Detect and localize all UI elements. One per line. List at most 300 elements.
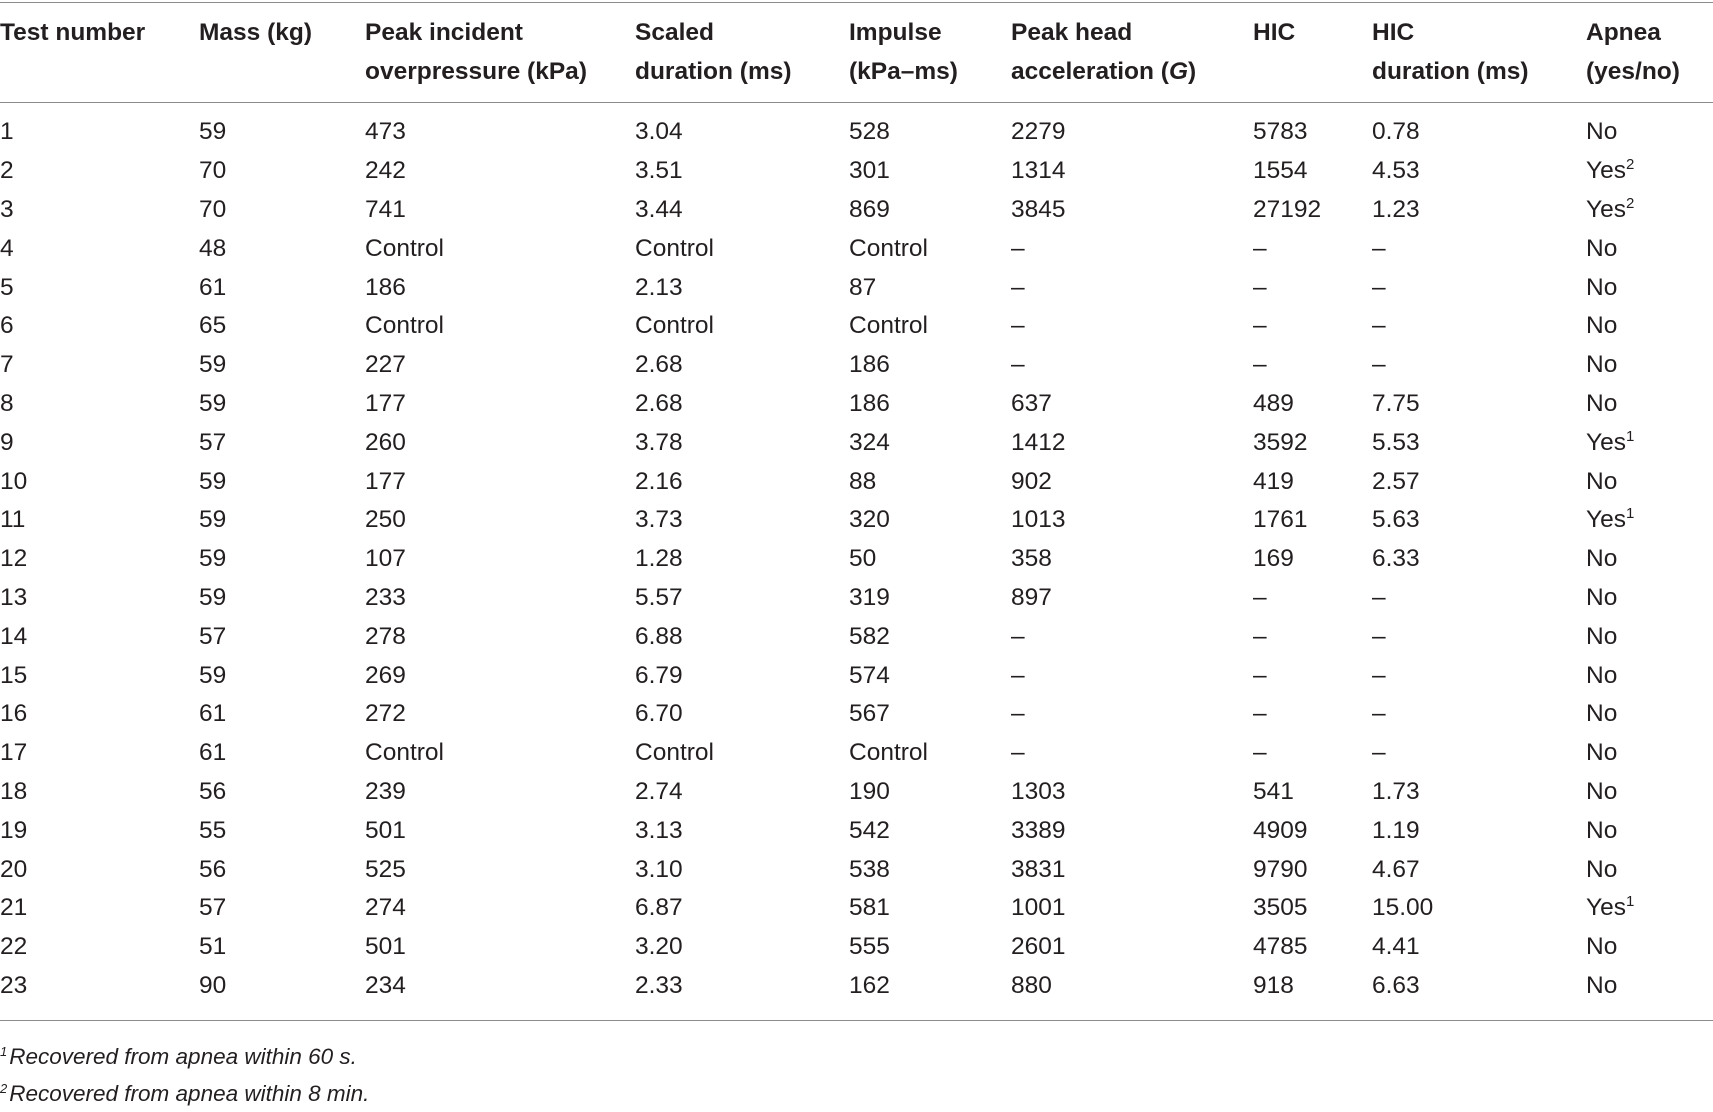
table-row xyxy=(0,423,1713,462)
cell-value: 6.79 xyxy=(635,661,683,689)
cell-value: 6.88 xyxy=(635,622,683,650)
cell-value: 7.75 xyxy=(1372,389,1420,417)
cell-value: 56 xyxy=(199,855,227,883)
cell-impulse xyxy=(849,268,1011,307)
cell-value: – xyxy=(1011,273,1025,301)
header-line-2: overpressure (kPa) xyxy=(365,58,587,85)
table-row xyxy=(0,152,1713,191)
cell-value: Control xyxy=(635,234,714,262)
cell-value: – xyxy=(1253,739,1267,767)
cell-hic-duration xyxy=(1372,889,1586,928)
cell-value: 70 xyxy=(199,157,227,185)
cell-scaled-duration xyxy=(635,656,849,695)
cell-value: 16 xyxy=(0,700,28,728)
cell-value: – xyxy=(1253,273,1267,301)
cell-value: – xyxy=(1011,234,1025,262)
cell-scaled-duration xyxy=(635,501,849,540)
cell-hic xyxy=(1253,346,1372,385)
cell-value: 50 xyxy=(849,545,877,573)
cell-mass xyxy=(199,811,365,850)
cell-peak-overpressure xyxy=(365,501,635,540)
cell-scaled-duration xyxy=(635,152,849,191)
cell-value: Control xyxy=(365,739,444,767)
cell-apnea xyxy=(1586,617,1713,656)
cell-hic xyxy=(1253,191,1372,230)
cell-test-number xyxy=(0,307,199,346)
cell-value: 48 xyxy=(199,234,227,262)
cell-value: – xyxy=(1011,739,1025,767)
cell-test-number xyxy=(0,967,199,1006)
cell-value: 3 xyxy=(0,195,14,223)
cell-hic xyxy=(1253,734,1372,773)
column-header-peak-overpressure xyxy=(365,0,635,103)
cell-peak-overpressure xyxy=(365,695,635,734)
cell-value: 59 xyxy=(199,389,227,417)
cell-mass xyxy=(199,191,365,230)
cell-peak-head-acceleration xyxy=(1011,579,1253,618)
cell-value: 2.33 xyxy=(635,971,683,999)
cell-impulse xyxy=(849,229,1011,268)
cell-scaled-duration xyxy=(635,540,849,579)
cell-apnea xyxy=(1586,928,1713,967)
footnote-mark: 2 xyxy=(0,1081,8,1096)
column-header-scaled-duration xyxy=(635,0,849,103)
table-row xyxy=(0,967,1713,1006)
cell-impulse xyxy=(849,928,1011,967)
cell-value: 8 xyxy=(0,389,14,417)
cell-value: 2601 xyxy=(1011,933,1066,961)
cell-apnea xyxy=(1586,501,1713,540)
cell-impulse xyxy=(849,501,1011,540)
cell-value: 4909 xyxy=(1253,816,1308,844)
header-line-1: Impulse xyxy=(849,19,942,46)
cell-hic-duration xyxy=(1372,152,1586,191)
cell-impulse xyxy=(849,103,1011,152)
cell-value: – xyxy=(1372,583,1386,611)
cell-scaled-duration xyxy=(635,850,849,889)
cell-hic-duration xyxy=(1372,268,1586,307)
cell-value: 59 xyxy=(199,351,227,379)
cell-peak-head-acceleration xyxy=(1011,191,1253,230)
table-row xyxy=(0,579,1713,618)
cell-hic-duration xyxy=(1372,850,1586,889)
table-bottom-rule xyxy=(0,1020,1713,1021)
cell-value: 1303 xyxy=(1011,777,1066,805)
cell-value: Control xyxy=(849,739,928,767)
cell-value: – xyxy=(1253,351,1267,379)
cell-mass xyxy=(199,734,365,773)
footnote-text: Recovered from apnea within 60 s. xyxy=(9,1044,357,1069)
cell-value: 7 xyxy=(0,351,14,379)
cell-peak-overpressure xyxy=(365,191,635,230)
cell-test-number xyxy=(0,617,199,656)
table-row xyxy=(0,462,1713,501)
cell-value: 6.33 xyxy=(1372,545,1420,573)
cell-value: 88 xyxy=(849,467,877,495)
cell-hic-duration xyxy=(1372,773,1586,812)
cell-value: Yes xyxy=(1586,428,1626,456)
footnote-ref: 1 xyxy=(1625,893,1635,911)
cell-value: 227 xyxy=(365,351,406,379)
footnotes xyxy=(0,1038,369,1112)
cell-apnea xyxy=(1586,656,1713,695)
cell-mass xyxy=(199,152,365,191)
cell-peak-head-acceleration xyxy=(1011,423,1253,462)
cell-hic-duration xyxy=(1372,307,1586,346)
cell-value: 525 xyxy=(365,855,406,883)
cell-mass xyxy=(199,889,365,928)
cell-peak-head-acceleration xyxy=(1011,152,1253,191)
cell-value: – xyxy=(1372,234,1386,262)
cell-value: Yes xyxy=(1586,894,1626,922)
cell-mass xyxy=(199,307,365,346)
cell-impulse xyxy=(849,850,1011,889)
cell-value: 90 xyxy=(199,971,227,999)
table-header-rule xyxy=(0,102,1713,103)
cell-value: Control xyxy=(635,739,714,767)
cell-value: 1.23 xyxy=(1372,195,1420,223)
cell-value: No xyxy=(1586,661,1618,689)
cell-value: 319 xyxy=(849,583,890,611)
cell-impulse xyxy=(849,540,1011,579)
cell-value: 15.00 xyxy=(1372,894,1434,922)
cell-scaled-duration xyxy=(635,734,849,773)
cell-impulse xyxy=(849,307,1011,346)
cell-value: 581 xyxy=(849,894,890,922)
cell-apnea xyxy=(1586,579,1713,618)
cell-value: 2.74 xyxy=(635,777,683,805)
cell-scaled-duration xyxy=(635,889,849,928)
cell-impulse xyxy=(849,734,1011,773)
cell-value: 13 xyxy=(0,583,28,611)
cell-value: 6.87 xyxy=(635,894,683,922)
cell-apnea xyxy=(1586,462,1713,501)
cell-value: – xyxy=(1253,700,1267,728)
cell-value: 278 xyxy=(365,622,406,650)
cell-value: – xyxy=(1372,739,1386,767)
cell-value: 57 xyxy=(199,428,227,456)
footnote-mark: 1 xyxy=(0,1044,8,1059)
cell-hic xyxy=(1253,617,1372,656)
cell-hic xyxy=(1253,928,1372,967)
cell-value: 3845 xyxy=(1011,195,1066,223)
cell-hic xyxy=(1253,695,1372,734)
cell-hic xyxy=(1253,579,1372,618)
table-row xyxy=(0,501,1713,540)
cell-impulse xyxy=(849,811,1011,850)
cell-value: 269 xyxy=(365,661,406,689)
cell-value: 3.10 xyxy=(635,855,683,883)
cell-hic-duration xyxy=(1372,462,1586,501)
cell-value: 70 xyxy=(199,195,227,223)
cell-test-number xyxy=(0,540,199,579)
cell-hic xyxy=(1253,268,1372,307)
cell-value: 233 xyxy=(365,583,406,611)
cell-value: – xyxy=(1372,622,1386,650)
cell-mass xyxy=(199,423,365,462)
cell-value: 61 xyxy=(199,273,227,301)
cell-test-number xyxy=(0,346,199,385)
cell-mass xyxy=(199,967,365,1006)
header-line-1: Apnea xyxy=(1586,19,1661,46)
cell-value: 186 xyxy=(849,389,890,417)
table-top-rule xyxy=(0,2,1713,3)
cell-mass xyxy=(199,656,365,695)
cell-apnea xyxy=(1586,811,1713,850)
cell-peak-overpressure xyxy=(365,579,635,618)
cell-value: – xyxy=(1253,234,1267,262)
cell-hic xyxy=(1253,385,1372,424)
cell-value: 190 xyxy=(849,777,890,805)
cell-mass xyxy=(199,928,365,967)
cell-value: 1013 xyxy=(1011,506,1066,534)
cell-value: 162 xyxy=(849,971,890,999)
cell-value: 4785 xyxy=(1253,933,1308,961)
cell-test-number xyxy=(0,850,199,889)
cell-value: 9790 xyxy=(1253,855,1308,883)
cell-value: No xyxy=(1586,777,1618,805)
cell-value: 56 xyxy=(199,777,227,805)
cell-value: No xyxy=(1586,933,1618,961)
cell-value: No xyxy=(1586,855,1618,883)
cell-impulse xyxy=(849,462,1011,501)
cell-value: No xyxy=(1586,739,1618,767)
cell-test-number xyxy=(0,462,199,501)
table-row xyxy=(0,734,1713,773)
cell-mass xyxy=(199,540,365,579)
cell-value: 59 xyxy=(199,467,227,495)
cell-impulse xyxy=(849,579,1011,618)
cell-value: 61 xyxy=(199,739,227,767)
cell-value: – xyxy=(1372,273,1386,301)
cell-value: 501 xyxy=(365,933,406,961)
cell-scaled-duration xyxy=(635,307,849,346)
cell-hic-duration xyxy=(1372,734,1586,773)
cell-value: 6.70 xyxy=(635,700,683,728)
cell-hic xyxy=(1253,889,1372,928)
cell-value: 4.67 xyxy=(1372,855,1420,883)
cell-impulse xyxy=(849,656,1011,695)
cell-value: 20 xyxy=(0,855,28,883)
table-row xyxy=(0,268,1713,307)
table-row xyxy=(0,307,1713,346)
cell-peak-head-acceleration xyxy=(1011,346,1253,385)
cell-value: 1761 xyxy=(1253,506,1308,534)
cell-test-number xyxy=(0,656,199,695)
cell-hic xyxy=(1253,967,1372,1006)
cell-value: 242 xyxy=(365,157,406,185)
cell-peak-head-acceleration xyxy=(1011,773,1253,812)
column-header-hic xyxy=(1253,0,1372,103)
cell-value: 51 xyxy=(199,933,227,961)
cell-value: 3.20 xyxy=(635,933,683,961)
cell-hic-duration xyxy=(1372,501,1586,540)
footnote-ref: 2 xyxy=(1625,194,1635,212)
cell-value: 555 xyxy=(849,933,890,961)
cell-hic xyxy=(1253,501,1372,540)
cell-mass xyxy=(199,346,365,385)
cell-value: 2 xyxy=(0,157,14,185)
cell-peak-overpressure xyxy=(365,540,635,579)
cell-peak-head-acceleration xyxy=(1011,307,1253,346)
cell-value: 6.63 xyxy=(1372,971,1420,999)
cell-value: 57 xyxy=(199,894,227,922)
cell-impulse xyxy=(849,967,1011,1006)
header-line-2: duration (ms) xyxy=(1372,58,1529,85)
cell-value: Yes xyxy=(1586,157,1626,185)
cell-hic-duration xyxy=(1372,617,1586,656)
column-header-mass xyxy=(199,0,365,103)
cell-impulse xyxy=(849,191,1011,230)
cell-value: 234 xyxy=(365,971,406,999)
cell-scaled-duration xyxy=(635,811,849,850)
cell-impulse xyxy=(849,695,1011,734)
cell-value: 3389 xyxy=(1011,816,1066,844)
cell-value: 17 xyxy=(0,739,28,767)
cell-value: No xyxy=(1586,118,1618,146)
cell-value: 918 xyxy=(1253,971,1294,999)
footnote-ref: 2 xyxy=(1625,156,1635,174)
cell-apnea xyxy=(1586,103,1713,152)
cell-hic-duration xyxy=(1372,967,1586,1006)
cell-hic-duration xyxy=(1372,346,1586,385)
cell-value: No xyxy=(1586,389,1618,417)
cell-value: – xyxy=(1253,583,1267,611)
cell-peak-overpressure xyxy=(365,307,635,346)
cell-value: 538 xyxy=(849,855,890,883)
cell-value: – xyxy=(1011,351,1025,379)
cell-value: 2.13 xyxy=(635,273,683,301)
cell-apnea xyxy=(1586,540,1713,579)
cell-value: – xyxy=(1011,700,1025,728)
cell-value: 4.53 xyxy=(1372,157,1420,185)
cell-value: 3.13 xyxy=(635,816,683,844)
cell-value: No xyxy=(1586,234,1618,262)
cell-peak-head-acceleration xyxy=(1011,617,1253,656)
cell-value: 2.68 xyxy=(635,389,683,417)
cell-value: 59 xyxy=(199,583,227,611)
cell-test-number xyxy=(0,385,199,424)
cell-value: Yes xyxy=(1586,506,1626,534)
cell-value: 177 xyxy=(365,467,406,495)
cell-peak-overpressure xyxy=(365,889,635,928)
cell-value: 3.04 xyxy=(635,118,683,146)
cell-value: 528 xyxy=(849,118,890,146)
table-row xyxy=(0,229,1713,268)
header-line-2-tail: ) xyxy=(1188,58,1197,85)
footnote-2 xyxy=(0,1075,369,1112)
cell-value: 324 xyxy=(849,428,890,456)
cell-mass xyxy=(199,268,365,307)
cell-peak-overpressure xyxy=(365,967,635,1006)
cell-value: 1.73 xyxy=(1372,777,1420,805)
table-row xyxy=(0,191,1713,230)
cell-value: 0.78 xyxy=(1372,118,1420,146)
cell-hic-duration xyxy=(1372,229,1586,268)
cell-mass xyxy=(199,385,365,424)
cell-value: 541 xyxy=(1253,777,1294,805)
cell-peak-head-acceleration xyxy=(1011,967,1253,1006)
cell-hic xyxy=(1253,773,1372,812)
cell-value: 301 xyxy=(849,157,890,185)
cell-mass xyxy=(199,501,365,540)
cell-value: 186 xyxy=(365,273,406,301)
cell-test-number xyxy=(0,423,199,462)
cell-hic xyxy=(1253,103,1372,152)
cell-test-number xyxy=(0,103,199,152)
cell-value: No xyxy=(1586,583,1618,611)
cell-value: 358 xyxy=(1011,545,1052,573)
cell-peak-overpressure xyxy=(365,617,635,656)
cell-value: 12 xyxy=(0,545,28,573)
header-line-1: HIC xyxy=(1253,19,1296,46)
cell-value: 4.41 xyxy=(1372,933,1420,961)
cell-value: Control xyxy=(365,312,444,340)
cell-value: Yes xyxy=(1586,195,1626,223)
table-row xyxy=(0,928,1713,967)
cell-value: 869 xyxy=(849,195,890,223)
cell-scaled-duration xyxy=(635,385,849,424)
cell-value: 272 xyxy=(365,700,406,728)
header-line-2: acceleration ( xyxy=(1011,58,1169,85)
cell-apnea xyxy=(1586,773,1713,812)
cell-value: – xyxy=(1372,312,1386,340)
cell-apnea xyxy=(1586,152,1713,191)
cell-value: 21 xyxy=(0,894,28,922)
cell-value: 473 xyxy=(365,118,406,146)
cell-value: 59 xyxy=(199,545,227,573)
cell-peak-overpressure xyxy=(365,268,635,307)
cell-value: 542 xyxy=(849,816,890,844)
cell-value: 11 xyxy=(0,506,26,534)
cell-value: 239 xyxy=(365,777,406,805)
header-line-1: HIC xyxy=(1372,19,1415,46)
header-line-1: Scaled xyxy=(635,19,714,46)
cell-apnea xyxy=(1586,695,1713,734)
cell-value: 880 xyxy=(1011,971,1052,999)
cell-value: 1.19 xyxy=(1372,816,1420,844)
cell-scaled-duration xyxy=(635,191,849,230)
cell-peak-overpressure xyxy=(365,152,635,191)
footnote-text: Recovered from apnea within 8 min. xyxy=(9,1081,370,1106)
cell-value: No xyxy=(1586,545,1618,573)
cell-value: 3.44 xyxy=(635,195,683,223)
cell-value: 1412 xyxy=(1011,428,1066,456)
cell-value: No xyxy=(1586,467,1618,495)
cell-value: Control xyxy=(849,234,928,262)
column-header-apnea xyxy=(1586,0,1713,103)
cell-hic-duration xyxy=(1372,191,1586,230)
cell-value: 2.68 xyxy=(635,351,683,379)
cell-value: 59 xyxy=(199,118,227,146)
cell-apnea xyxy=(1586,346,1713,385)
cell-value: 5.53 xyxy=(1372,428,1420,456)
footnote-ref: 1 xyxy=(1625,505,1635,523)
cell-peak-head-acceleration xyxy=(1011,734,1253,773)
cell-hic xyxy=(1253,423,1372,462)
cell-apnea xyxy=(1586,385,1713,424)
cell-peak-head-acceleration xyxy=(1011,850,1253,889)
cell-scaled-duration xyxy=(635,103,849,152)
cell-hic-duration xyxy=(1372,695,1586,734)
cell-test-number xyxy=(0,695,199,734)
cell-value: 260 xyxy=(365,428,406,456)
cell-value: 55 xyxy=(199,816,227,844)
cell-value: 10 xyxy=(0,467,28,495)
cell-value: 5 xyxy=(0,273,14,301)
cell-impulse xyxy=(849,152,1011,191)
cell-impulse xyxy=(849,773,1011,812)
